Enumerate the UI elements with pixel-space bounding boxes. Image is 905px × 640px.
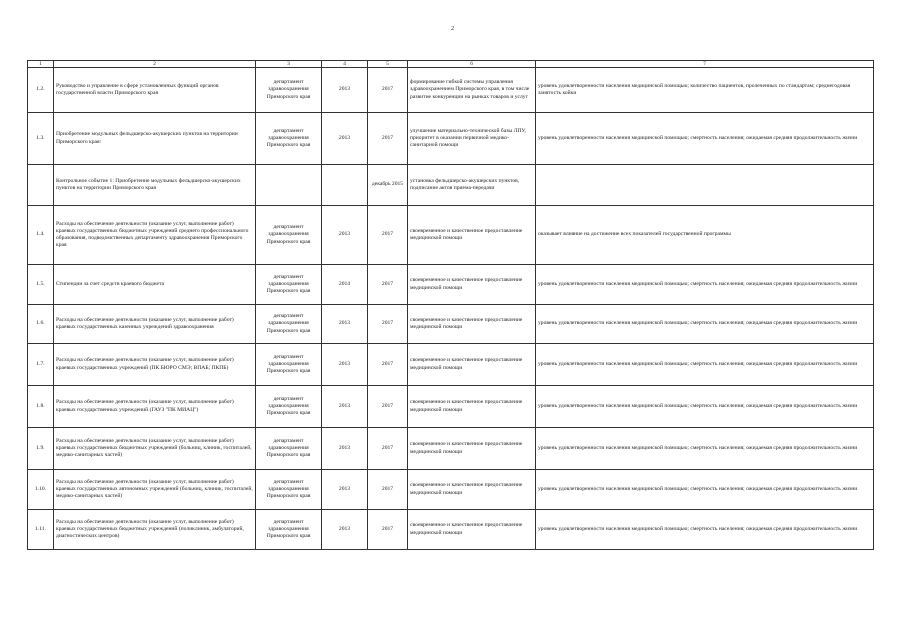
table-row	[28, 305, 874, 344]
table-row	[28, 344, 874, 386]
expected-result: своевременное и качественное предоставление медицинской помощи	[408, 510, 536, 550]
start-year: 2013	[322, 68, 368, 113]
row-number	[28, 165, 54, 206]
end-year: 2017	[368, 206, 408, 265]
row-number: 1.8.	[28, 386, 54, 428]
header-col-6: 6	[408, 61, 536, 68]
header-col-4: 4	[322, 61, 368, 68]
header-row	[28, 61, 874, 68]
activity-name: Расходы на обеспечение деятельности (оказание услуг, выполнение работ) краевых государственных бюджетных учреждений (поликлиник, амбулаторий, диагностических центров)	[54, 510, 256, 550]
activity-name: Расходы на обеспечение деятельности (оказание услуг, выполнение работ) краевых государственных бюджетных учреждений среднего профессионального образования, подведомственных департаменту здравоохранения Приморского края	[54, 206, 256, 265]
start-year: 2014	[322, 265, 368, 305]
table-row	[28, 386, 874, 428]
executor: департамент здравоохранения Приморского края	[256, 386, 322, 428]
table-row	[28, 470, 874, 510]
indicator-link: уровень удовлетворенности населения медицинской помощью; смертность населения; ожидаемая средняя продолжительность жизни	[536, 265, 874, 305]
executor	[256, 165, 322, 206]
activity-name: Расходы на обеспечение деятельности (оказание услуг, выполнение работ) краевых государственных учреждений (ГАУЗ "ПК МИАЦ")	[54, 386, 256, 428]
end-year: 2017	[368, 428, 408, 470]
row-number: 1.3.	[28, 113, 54, 165]
indicator-link: уровень удовлетворенности населения медицинской помощью; количество пациентов, пролеченных по стандартам; среднегодовая занятость койки	[536, 68, 874, 113]
indicator-link	[536, 165, 874, 206]
executor: департамент здравоохранения Приморского края	[256, 68, 322, 113]
indicator-link: уровень удовлетворенности населения медицинской помощью; смертность населения; ожидаемая средняя продолжительность жизни	[536, 305, 874, 344]
table-row	[28, 165, 874, 206]
executor: департамент здравоохранения Приморского края	[256, 510, 322, 550]
expected-result: своевременное и качественное предоставление медицинской помощи	[408, 470, 536, 510]
program-activities-table	[27, 60, 874, 550]
row-number: 1.6.	[28, 305, 54, 344]
expected-result: своевременное и качественное предоставление медицинской помощи	[408, 428, 536, 470]
start-year: 2013	[322, 305, 368, 344]
start-year	[322, 165, 368, 206]
table-row	[28, 510, 874, 550]
header-col-3: 3	[256, 61, 322, 68]
table-row	[28, 265, 874, 305]
expected-result: своевременное и качественное предоставление медицинской помощи	[408, 305, 536, 344]
activity-name: Расходы на обеспечение деятельности (оказание услуг, выполнение работ) краевых государственных казенных учреждений здравоохранения	[54, 305, 256, 344]
executor: департамент здравоохранения Приморского края	[256, 470, 322, 510]
table-row	[28, 206, 874, 265]
activity-name: Руководство и управление в сфере установленных функций органов государственной власти Приморского края	[54, 68, 256, 113]
expected-result: своевременное и качественное предоставление медицинской помощи	[408, 344, 536, 386]
start-year: 2013	[322, 510, 368, 550]
header-col-7: 7	[536, 61, 874, 68]
header-col-2: 2	[54, 61, 256, 68]
expected-result: своевременное и качественное предоставление медицинской помощи	[408, 265, 536, 305]
indicator-link: уровень удовлетворенности населения медицинской помощью; смертность населения; ожидаемая средняя продолжительность жизни	[536, 428, 874, 470]
indicator-link: оказывает влияние на достижение всех показателей государственной программы	[536, 206, 874, 265]
end-year: 2017	[368, 344, 408, 386]
activity-name: Расходы на обеспечение деятельности (оказание услуг, выполнение работ) краевых государственных автономных учреждений (больниц, клиник, госпиталей, медико-санитарных частей)	[54, 470, 256, 510]
end-year: декабрь 2015	[368, 165, 408, 206]
executor: департамент здравоохранения Приморского края	[256, 344, 322, 386]
expected-result: своевременное и качественное предоставление медицинской помощи	[408, 386, 536, 428]
indicator-link: уровень удовлетворенности населения медицинской помощью; смертность населения; ожидаемая средняя продолжительность жизни	[536, 344, 874, 386]
row-number: 1.9.	[28, 428, 54, 470]
table-row	[28, 113, 874, 165]
page-number: 2	[451, 26, 454, 32]
activity-name: Контрольное событие 1: Приобретение модульных фельдшерско-акушерских пунктов на территории Приморского края	[54, 165, 256, 206]
start-year: 2013	[322, 386, 368, 428]
indicator-link: уровень удовлетворенности населения медицинской помощью; смертность населения; ожидаемая средняя продолжительность жизни	[536, 386, 874, 428]
expected-result: улучшение материально-технической базы ЛПУ, приоритет в оказании первичной медико-санитарной помощи	[408, 113, 536, 165]
end-year: 2017	[368, 265, 408, 305]
start-year: 2013	[322, 428, 368, 470]
start-year: 2013	[322, 113, 368, 165]
activity-name: Приобретение модульных фельдшерско-акушерских пунктов на территории Приморского края:	[54, 113, 256, 165]
end-year: 2017	[368, 470, 408, 510]
table-row	[28, 68, 874, 113]
expected-result: своевременное и качественное предоставление медицинской помощи	[408, 206, 536, 265]
indicator-link: уровень удовлетворенности населения медицинской помощью; смертность населения; ожидаемая средняя продолжительность жизни	[536, 113, 874, 165]
end-year: 2017	[368, 113, 408, 165]
executor: департамент здравоохранения Приморского края	[256, 305, 322, 344]
row-number: 1.7.	[28, 344, 54, 386]
header-col-1: 1	[28, 61, 54, 68]
expected-result: установка фельдшерско-акушерских пунктов, подписание актов приема-передачи	[408, 165, 536, 206]
table-row	[28, 428, 874, 470]
executor: департамент здравоохранения Приморского края	[256, 265, 322, 305]
start-year: 2013	[322, 344, 368, 386]
start-year: 2013	[322, 470, 368, 510]
end-year: 2017	[368, 510, 408, 550]
executor: департамент здравоохранения Приморского края	[256, 206, 322, 265]
executor: департамент здравоохранения Приморского края	[256, 428, 322, 470]
activity-name: Стипендии за счет средств краевого бюджета	[54, 265, 256, 305]
expected-result: формирование гибкой системы управления здравоохранением Приморского края, в том числе развитие конкуренции на рынках товаров и услуг	[408, 68, 536, 113]
activity-name: Расходы на обеспечение деятельности (оказание услуг, выполнение работ) краевых государственных учреждений (ПК БЮРО СМЭ; ВПАБ; ПКПБ)	[54, 344, 256, 386]
indicator-link: уровень удовлетворенности населения медицинской помощью; смертность населения; ожидаемая средняя продолжительность жизни	[536, 510, 874, 550]
end-year: 2017	[368, 305, 408, 344]
header-col-5: 5	[368, 61, 408, 68]
row-number: 1.10.	[28, 470, 54, 510]
row-number: 1.2.	[28, 68, 54, 113]
indicator-link: уровень удовлетворенности населения медицинской помощью; смертность населения; ожидаемая средняя продолжительность жизни	[536, 470, 874, 510]
row-number: 1.11.	[28, 510, 54, 550]
end-year: 2017	[368, 386, 408, 428]
row-number: 1.4.	[28, 206, 54, 265]
end-year: 2017	[368, 68, 408, 113]
start-year: 2013	[322, 206, 368, 265]
row-number: 1.5.	[28, 265, 54, 305]
executor: департамент здравоохранения Приморского края	[256, 113, 322, 165]
activity-name: Расходы на обеспечение деятельности (оказание услуг, выполнение работ) краевых государственных бюджетных учреждений (больниц, клиник, госпиталей, медико-санитарных частей)	[54, 428, 256, 470]
